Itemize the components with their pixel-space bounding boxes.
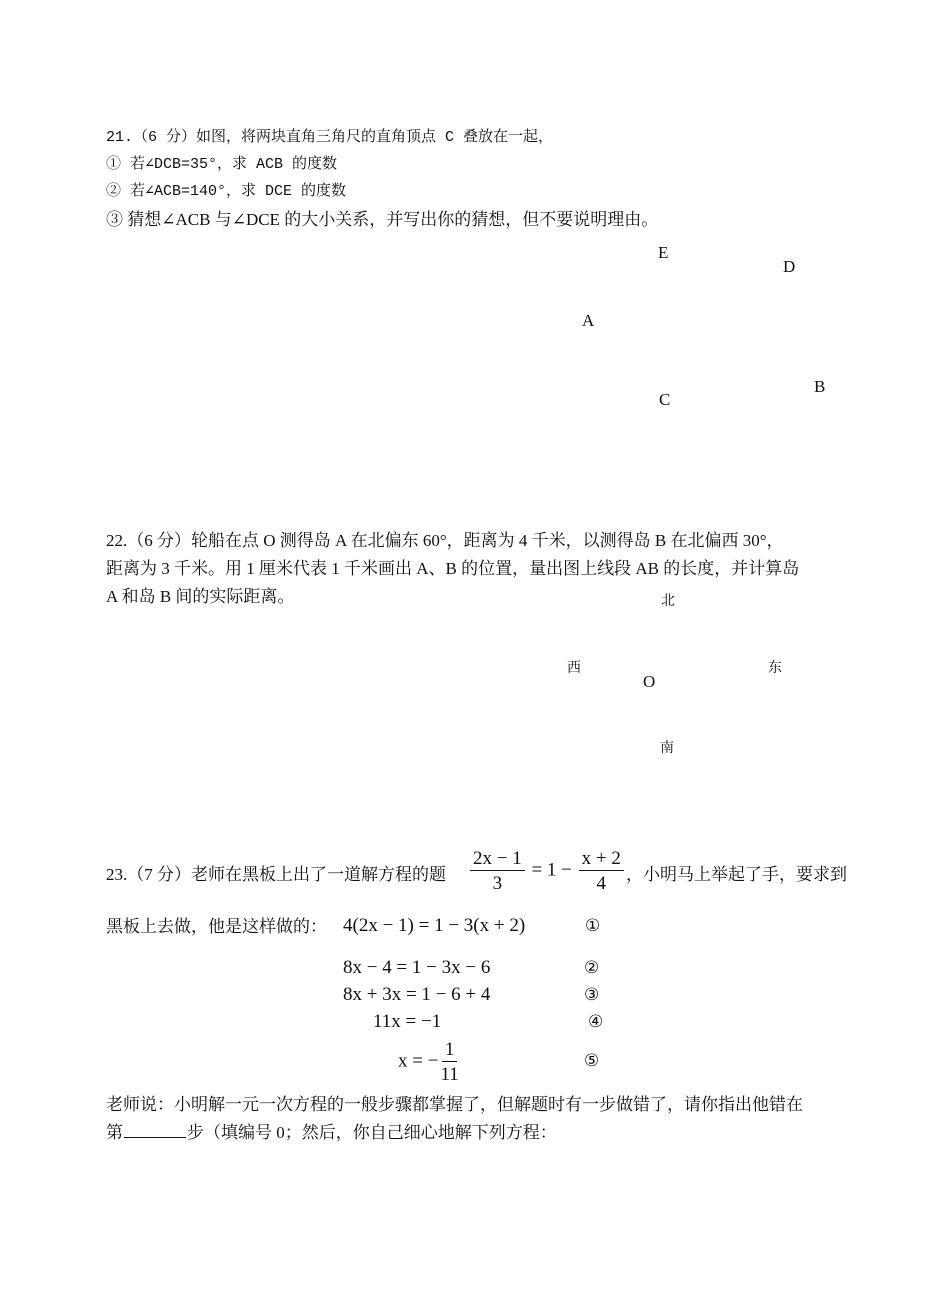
equation-lhs-fraction	[470, 849, 525, 893]
step-5	[398, 1040, 461, 1084]
q21-item-1: ① 若∠DCB=35°，求 ACB 的度数	[106, 156, 338, 173]
label-b: B	[814, 377, 826, 396]
teacher-line-2-b: 步（填编号 0；然后，你自己细心地解下列方程：	[187, 1123, 557, 1142]
marker-1: ①	[585, 916, 601, 936]
marker-2: ②	[584, 958, 600, 978]
step-5-lhs: x = −	[398, 1050, 439, 1072]
compass-west: 西	[567, 661, 581, 676]
q23-line-2: 黑板上去做，他是这样做的：	[106, 917, 327, 936]
step-5-fraction	[440, 1040, 458, 1084]
teacher-line-2	[106, 1123, 557, 1141]
q22-line-2: 距离为 3 千米。用 1 厘米代表 1 千米画出 A、B 的位置，量出图上线段 AB 的长度，并计算岛	[106, 559, 800, 578]
equation-lhs-denominator: 3	[492, 873, 503, 894]
label-a: A	[582, 311, 595, 330]
q22-line-1: 22.（6 分）轮船在点 O 测得岛 A 在北偏东 60°，距离为 4 千米，以测得岛 B 在北偏西 30°，	[106, 531, 784, 550]
label-e: E	[658, 243, 669, 262]
step-5-denominator: 11	[440, 1064, 459, 1085]
marker-3: ③	[584, 985, 600, 1005]
label-d: D	[783, 257, 796, 276]
q21-title: 21.（6 分）如图，将两块直角三角尺的直角顶点 C 叠放在一起，	[106, 129, 554, 146]
q23-suffix: ，小明马上举起了手，要求到	[626, 865, 847, 884]
step-1: 4(2x − 1) = 1 − 3(x + 2)	[343, 915, 526, 936]
answer-blank[interactable]	[124, 1123, 186, 1138]
equation-rhs-fraction	[579, 849, 624, 893]
marker-4: ④	[588, 1012, 604, 1032]
equation-rhs-numerator: x + 2	[579, 849, 624, 871]
q21-item-2: ② 若∠ACB=140°，求 DCE 的度数	[106, 183, 347, 200]
origin-o: O	[643, 672, 656, 691]
compass-east: 东	[768, 661, 782, 676]
teacher-line-1: 老师说：小明解一元一次方程的一般步骤都掌握了，但解题时有一步做错了，请你指出他错在	[106, 1095, 803, 1114]
q23-prefix: 23.（7 分）老师在黑板上出了一道解方程的题	[106, 865, 446, 884]
compass-south: 南	[660, 741, 674, 756]
step-4: 11x = −1	[373, 1011, 442, 1032]
teacher-line-2-a: 第	[106, 1123, 123, 1142]
equation-mid: = 1 −	[531, 859, 572, 881]
equation-rhs-denominator: 4	[596, 873, 607, 894]
compass-north: 北	[661, 594, 675, 609]
step-5-numerator: 1	[442, 1040, 458, 1062]
q21-item-3: ③ 猜想∠ACB 与∠DCE 的大小关系，并写出你的猜想，但不要说明理由。	[106, 210, 659, 229]
label-c: C	[659, 390, 671, 409]
q22-line-3: A 和岛 B 间的实际距离。	[106, 587, 295, 606]
step-2: 8x − 4 = 1 − 3x − 6	[343, 957, 491, 978]
step-3: 8x + 3x = 1 − 6 + 4	[343, 984, 491, 1005]
marker-5: ⑤	[584, 1051, 600, 1071]
q23-equation	[468, 849, 626, 893]
equation-lhs-numerator: 2x − 1	[470, 849, 525, 871]
